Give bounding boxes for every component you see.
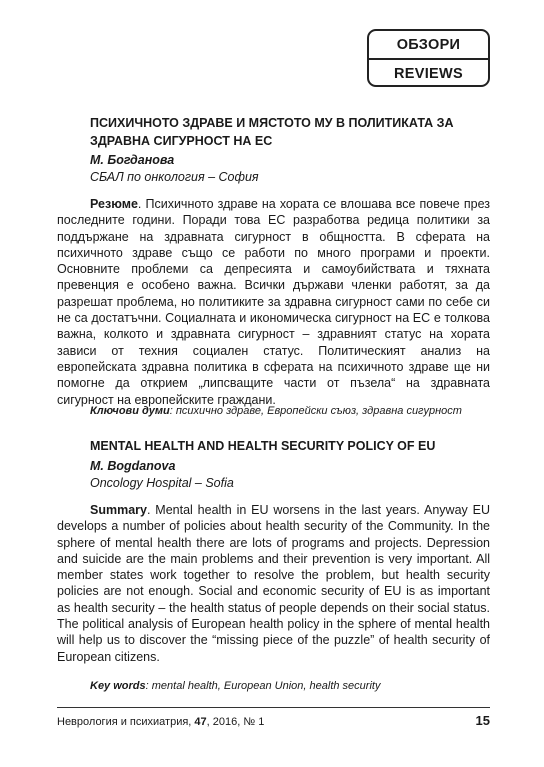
title-en: MENTAL HEALTH AND HEALTH SECURITY POLICY OF EU <box>90 439 436 453</box>
affiliation-en: Oncology Hospital – Sofia <box>90 476 234 490</box>
abstract-text-bg: . Психичното здраве на хората се влошава все повече през последните години. Поради това ЕС разработва редица политики за поддържане на здравната сигурност в общността. В сферата на психичното здраве също се работи по много програми и проекти. Основните проблеми са депресията и самоубийствата и тяхната превенция е особено важна. Всички държави членки работят, за да разрешат проблема, но политиките за здравна сигурност сами по себе си не са достатъчни. Социалната и икономическа сигурност на ЕС е толкова важна, колкото и здравната сигурност – здравният статус на хората зависи от техния социален статус. Политическият анализ на европейската здравна политика в сферата на психичното здраве ще ни помогне да открием „липсващите части от пъзела“ на здравната сигурност на европейските граждани. <box>57 197 490 407</box>
keywords-bg <box>90 405 462 417</box>
section-label-box <box>367 29 490 87</box>
journal-volume: 47 <box>194 716 207 728</box>
journal-citation <box>57 716 264 728</box>
author-en: M. Bogdanova <box>90 459 176 473</box>
title-bg: ПСИХИЧНОТО ЗДРАВЕ И МЯСТОТО МУ В ПОЛИТИКАТА ЗА ЗДРАВНА СИГУРНОСТ НА ЕС <box>90 116 454 148</box>
page-footer <box>57 713 490 728</box>
section-label-bg: ОБЗОРИ <box>396 36 461 53</box>
page-number: 15 <box>475 713 490 728</box>
footer-divider <box>57 707 490 708</box>
abstract-en <box>57 502 490 665</box>
abstract-label-en: Summary <box>90 503 147 517</box>
journal-name: Неврология и психиатрия, <box>57 716 195 728</box>
keywords-text-en: : mental health, European Union, health security <box>145 680 381 692</box>
section-label-en: REVIEWS <box>369 58 488 87</box>
abstract-label-bg: Резюме <box>90 197 138 211</box>
keywords-label-en: Key words <box>90 680 146 692</box>
journal-issue: , 2016, № 1 <box>206 716 265 728</box>
author-bg: М. Богданова <box>90 153 175 167</box>
abstract-bg <box>57 196 490 408</box>
affiliation-bg: СБАЛ по онкология – София <box>90 170 259 184</box>
keywords-label-bg: Ключови думи <box>90 405 170 417</box>
abstract-text-en: . Mental health in EU worsens in the last years. Anyway EU develops a number of policies about health security of the Community. In the sphere of mental health there are lots of programs and projects. Depression and suicide are the main problems and their prevention is very important. All member states work together to resolve the problem, but health security policies are not enough. Social and economic security of EU is as important as health security – the health status of people depends on their social status. The political analysis of European health policy in the sphere of mental health will help us to discover the “missing piece of the puzzle” of health security of European citizens. <box>57 503 490 664</box>
keywords-en <box>90 680 380 692</box>
keywords-text-bg: : психично здраве, Европейски съюз, здравна сигурност <box>169 405 462 417</box>
